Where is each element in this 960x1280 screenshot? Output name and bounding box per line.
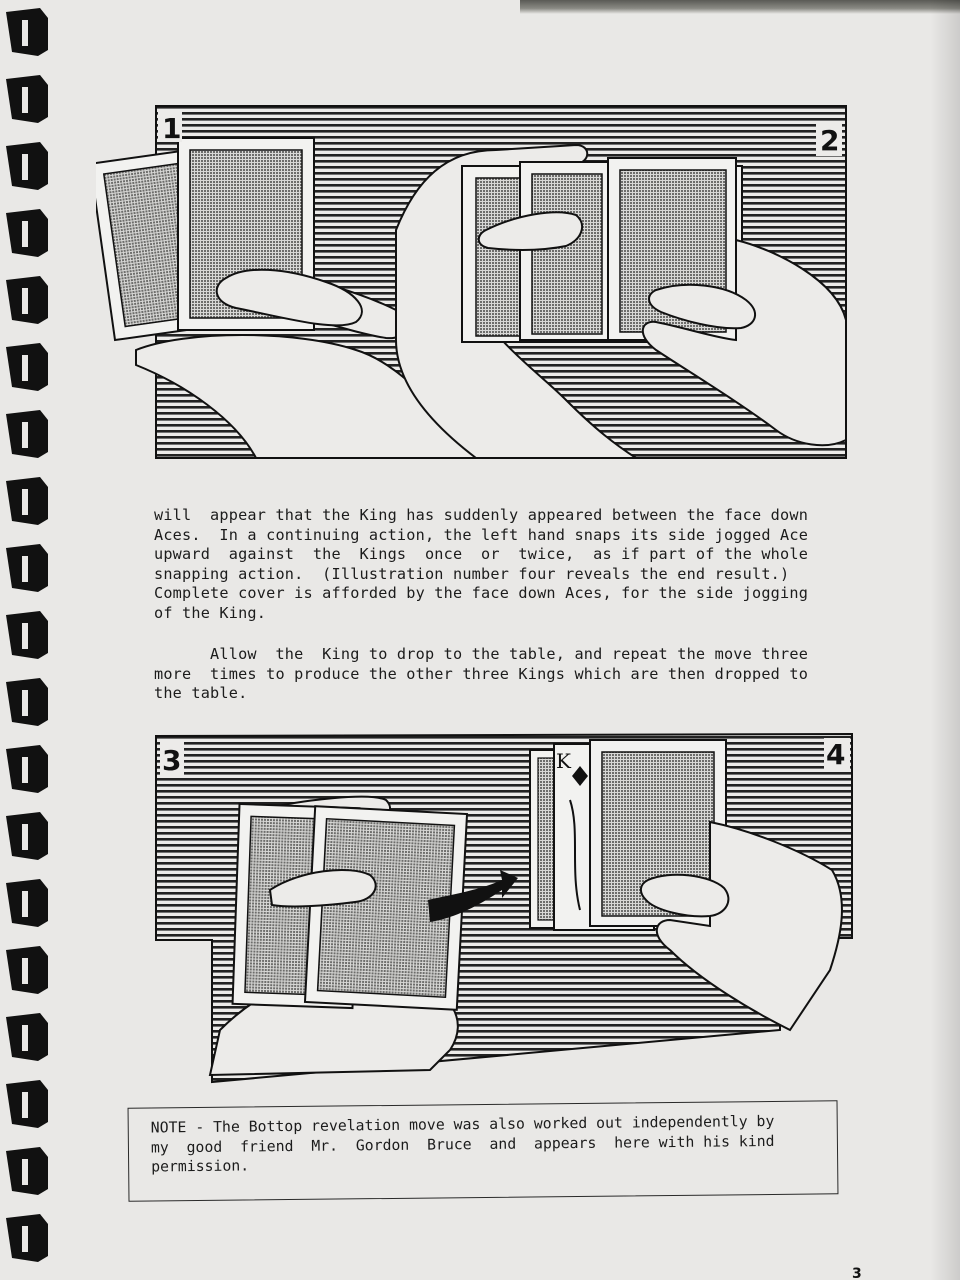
binding-hole — [22, 958, 28, 984]
binding-hole — [22, 154, 28, 180]
figure-number-2: 2 — [820, 124, 840, 157]
binding-hole — [22, 757, 28, 783]
figure-number-1: 1 — [162, 112, 182, 145]
binding-hole — [22, 20, 28, 46]
binding-hole — [22, 1025, 28, 1051]
body-paragraph-1: will appear that the King has suddenly appeared between the face down Aces. In a continuing action, the left hand snaps its side jogged Ace upward against the Kings once or twice, as if part of the whole snapping action. (Illustration number four reveals the end result.) Complete cover is afforded by the face down Aces, for the side jogging of the King. — [154, 506, 809, 622]
binding-hole — [22, 891, 28, 917]
binding-hole — [22, 1159, 28, 1185]
binding-hole — [22, 824, 28, 850]
body-paragraph-2: Allow the King to drop to the table, and repeat the move three more times to produce the other three Kings which are then dropped to the table. — [154, 645, 809, 703]
binding-hole — [22, 1226, 28, 1252]
binding-hole — [22, 623, 28, 649]
figure-number-4: 4 — [826, 738, 846, 771]
binding-hole — [22, 221, 28, 247]
binding-hole — [22, 1092, 28, 1118]
binding-hole — [22, 489, 28, 515]
page-number: 3 — [852, 1266, 862, 1280]
spiral-binding — [0, 0, 60, 1280]
illustration-3-4 — [150, 730, 860, 1090]
background-edge — [520, 0, 960, 14]
binding-hole — [22, 288, 28, 314]
figure-number-3: 3 — [162, 744, 182, 777]
binding-hole — [22, 556, 28, 582]
king-card-rank: K — [556, 749, 571, 773]
note-box — [128, 1100, 839, 1201]
note-text: NOTE - The Bottop revelation move was also worked out independently by my good friend Mr. Gordon Bruce and appears here with his kind permission. — [150, 1112, 775, 1176]
binding-hole — [22, 87, 28, 113]
binding-hole — [22, 690, 28, 716]
binding-hole — [22, 422, 28, 448]
illustration-1-2 — [96, 100, 856, 470]
binding-hole — [22, 355, 28, 381]
page-edge-shadow — [930, 0, 960, 1280]
